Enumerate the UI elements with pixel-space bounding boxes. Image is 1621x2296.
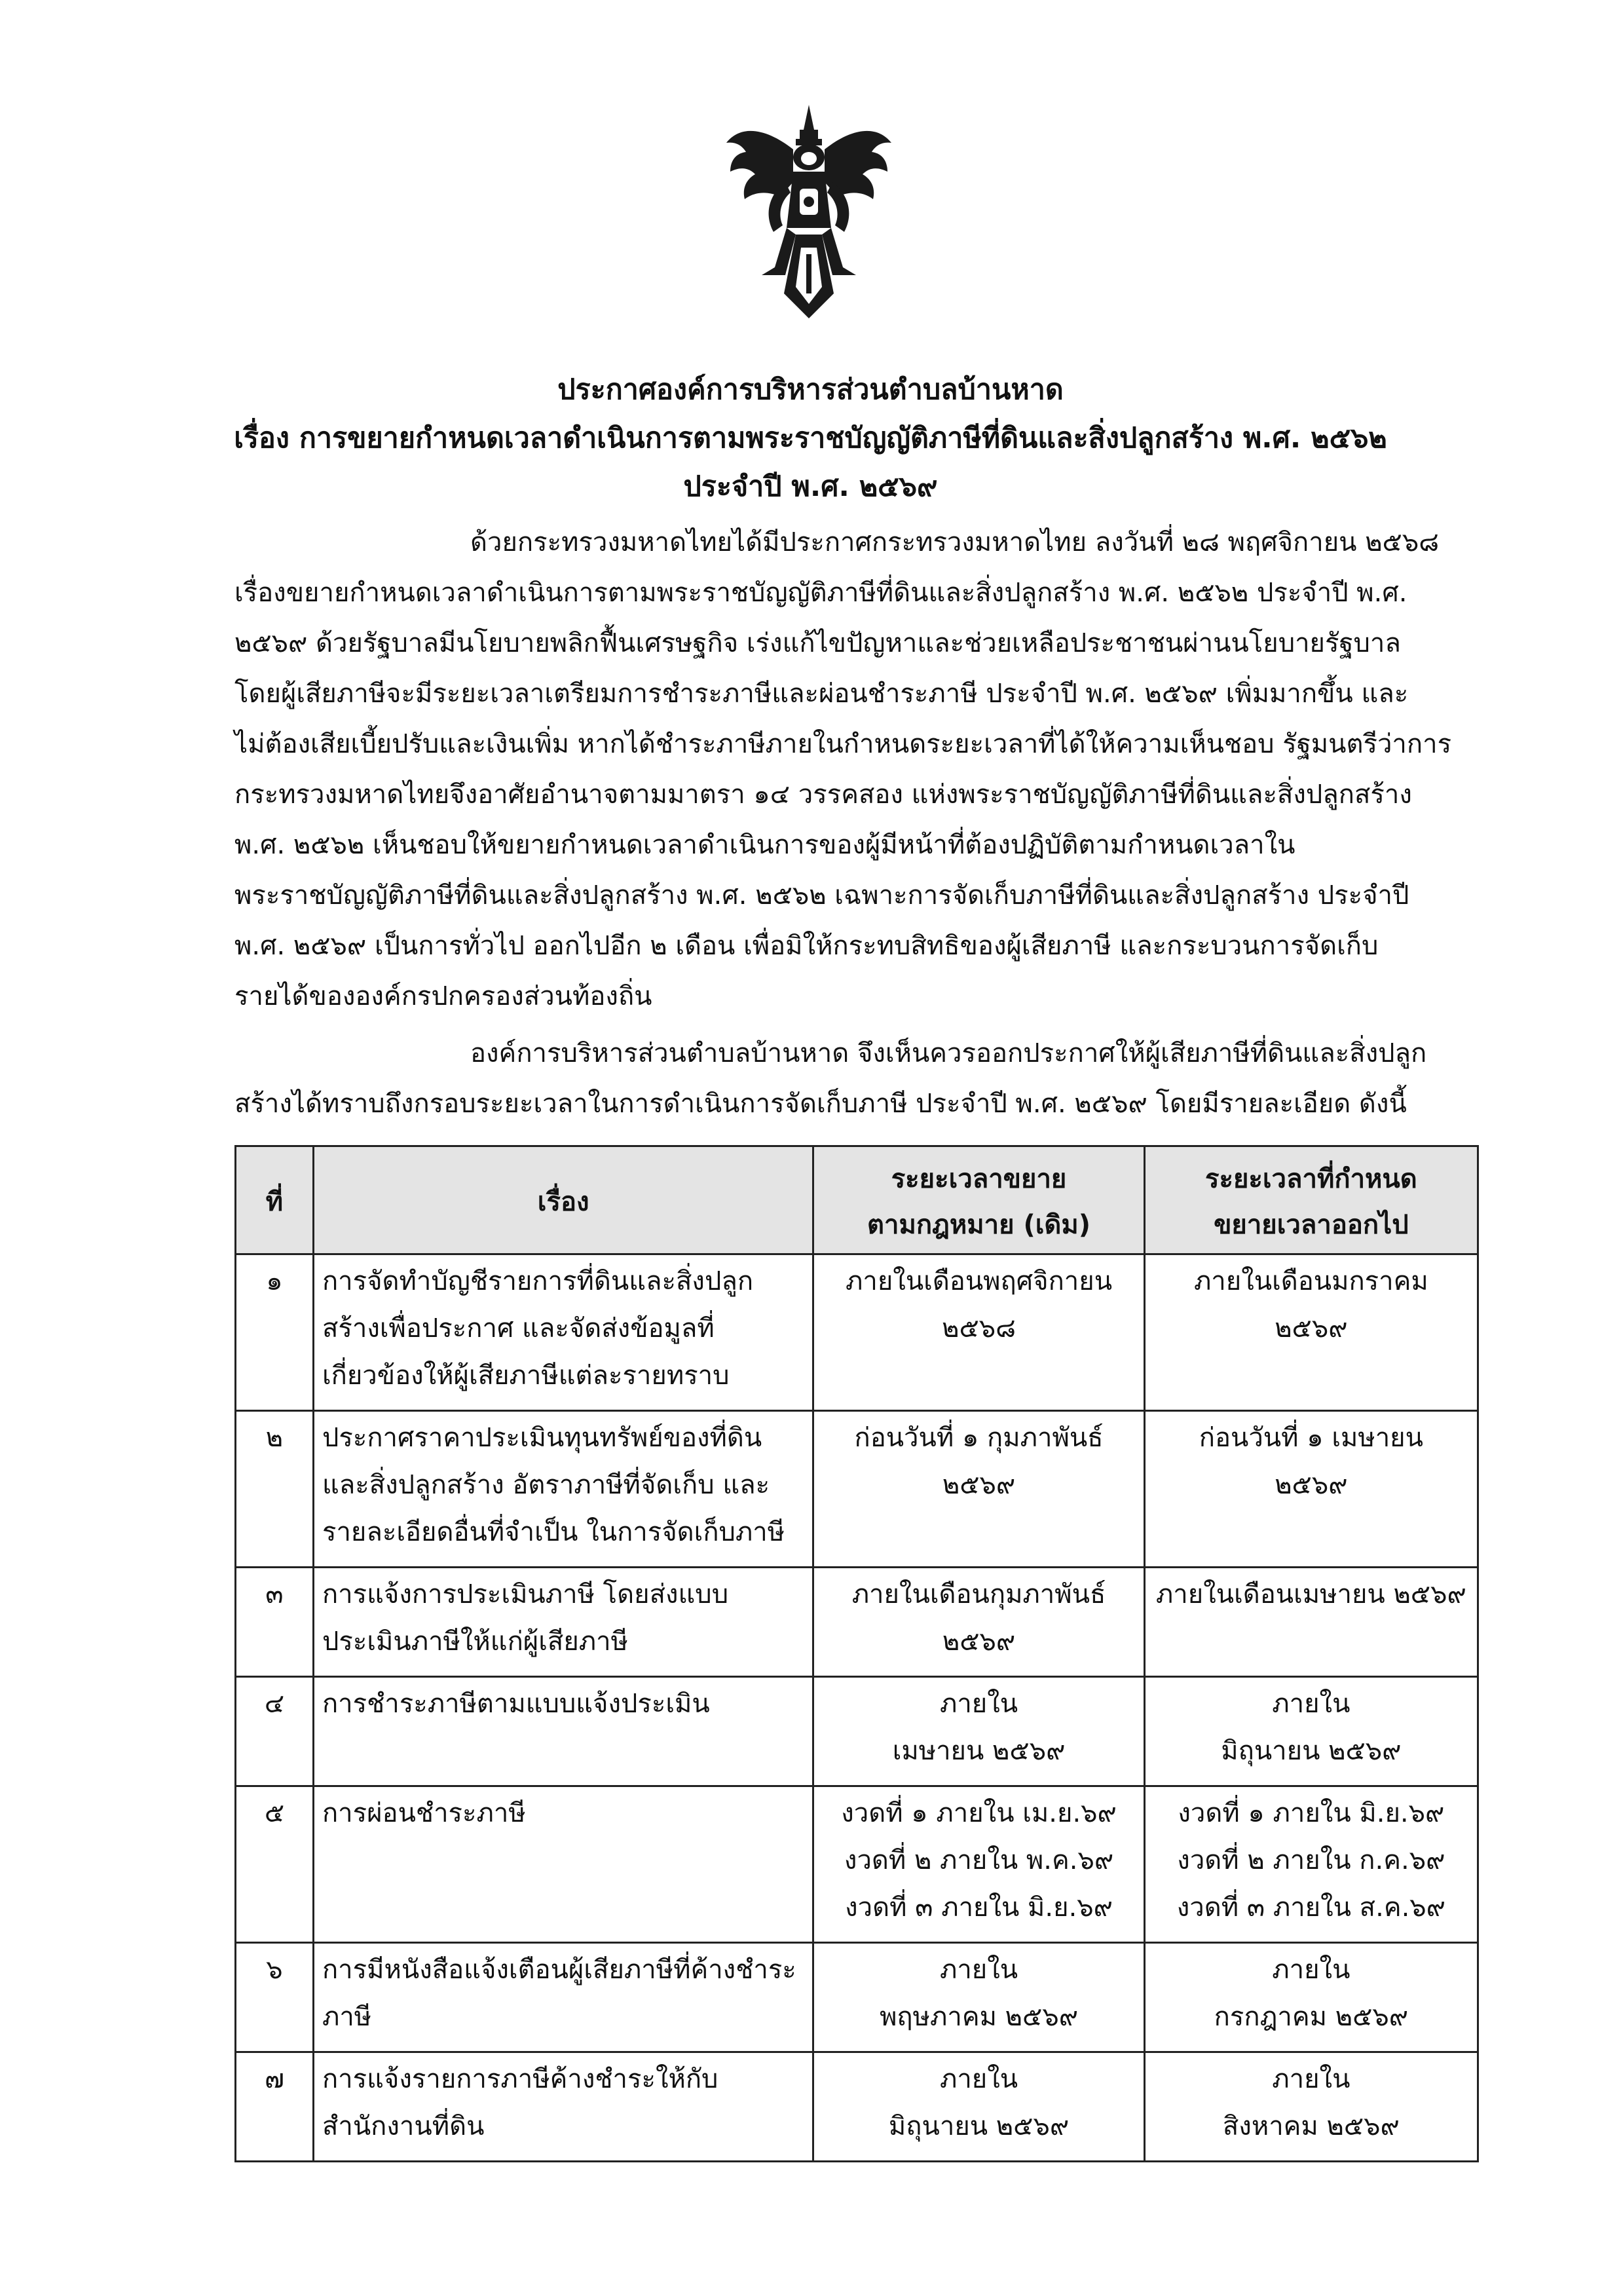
table-row: [236, 1411, 1478, 1568]
row-extended-period: ภายใน กรกฎาคม ๒๕๖๙: [1144, 1943, 1478, 2052]
row-number: ๕: [236, 1786, 314, 1943]
header-original-period: ระยะเวลาขยาย ตามกฎหมาย (เดิม): [813, 1146, 1144, 1254]
paragraph-line: เรื่องขยายกำหนดเวลาดำเนินการตามพระราชบัญญัติภาษีที่ดินและสิ่งปลูกสร้าง พ.ศ. ๒๕๖๒ ประจำปี พ.ศ.: [234, 578, 1407, 608]
paragraph-line: องค์การบริหารส่วนตำบลบ้านหาด จึงเห็นควรออกประกาศให้ผู้เสียภาษีที่ดินและสิ่งปลูก: [470, 1038, 1427, 1068]
table-row: [236, 1943, 1478, 2052]
header-no: ที่: [236, 1146, 314, 1254]
row-subject: การผ่อนชำระภาษี: [313, 1786, 813, 1943]
row-subject: การแจ้งการประเมินภาษี โดยส่งแบบ ประเมินภาษีให้แก่ผู้เสียภาษี: [313, 1568, 813, 1677]
paragraph-line: พระราชบัญญัติภาษีที่ดินและสิ่งปลูกสร้าง พ.ศ. ๒๕๖๒ เฉพาะการจัดเก็บภาษีที่ดินและสิ่งปลูกสร้าง ประจำปี: [234, 880, 1409, 911]
paragraph-line: กระทรวงมหาดไทยจึงอาศัยอำนาจตามมาตรา ๑๔ วรรคสอง แห่งพระราชบัญญัติภาษีที่ดินและสิ่งปลูกสร้าง: [234, 780, 1412, 810]
header-subject: เรื่อง: [313, 1146, 813, 1254]
paragraph-line: พ.ศ. ๒๕๖๒ เห็นชอบให้ขยายกำหนดเวลาดำเนินการของผู้มีหน้าที่ต้องปฏิบัติตามกำหนดเวลาใน: [234, 830, 1295, 860]
row-original-period: งวดที่ ๑ ภายใน เม.ย.๖๙ งวดที่ ๒ ภายใน พ.ค.๖๙ งวดที่ ๓ ภายใน มิ.ย.๖๙: [813, 1786, 1144, 1943]
paragraph-line: ไม่ต้องเสียเบี้ยปรับและเงินเพิ่ม หากได้ชำระภาษีภายในกำหนดระยะเวลาที่ได้ให้ความเห็นชอบ รัฐมนตรีว่าการ: [234, 729, 1452, 759]
schedule-table: [234, 1145, 1479, 2162]
row-number: ๔: [236, 1677, 314, 1786]
document-title: ประกาศองค์การบริหารส่วนตำบลบ้านหาด: [557, 373, 1064, 406]
row-number: ๒: [236, 1411, 314, 1568]
announcement-paragraph-1: [234, 518, 1479, 1022]
row-original-period: ภายใน พฤษภาคม ๒๕๖๙: [813, 1943, 1144, 2052]
row-original-period: ภายใน มิถุนายน ๒๕๖๙: [813, 2052, 1144, 2162]
row-original-period: ก่อนวันที่ ๑ กุมภาพันธ์ ๒๕๖๙: [813, 1411, 1144, 1568]
row-number: ๗: [236, 2052, 314, 2162]
header-extended-period: ระยะเวลาที่กำหนด ขยายเวลาออกไป: [1144, 1146, 1478, 1254]
table-row: [236, 2052, 1478, 2162]
announcement-paragraph-2: [234, 1028, 1479, 1129]
row-extended-period: งวดที่ ๑ ภายใน มิ.ย.๖๙ งวดที่ ๒ ภายใน ก.ค.๖๙ งวดที่ ๓ ภายใน ส.ค.๖๙: [1144, 1786, 1478, 1943]
paragraph-line: ๒๕๖๙ ด้วยรัฐบาลมีนโยบายพลิกฟื้นเศรษฐกิจ เร่งแก้ไขปัญหาและช่วยเหลือประชาชนผ่านนโยบายรัฐบาล: [234, 628, 1401, 658]
paragraph-line: โดยผู้เสียภาษีจะมีระยะเวลาเตรียมการชำระภาษีและผ่อนชำระภาษี ประจำปี พ.ศ. ๒๕๖๙ เพิ่มมากขึ้น และ: [234, 679, 1409, 709]
paragraph-line: ด้วยกระทรวงมหาดไทยได้มีประกาศกระทรวงมหาดไทย ลงวันที่ ๒๘ พฤศจิกายน ๒๕๖๘: [470, 527, 1440, 557]
table-header-row: [236, 1146, 1478, 1254]
document-year: ประจำปี พ.ศ. ๒๕๖๙: [683, 470, 938, 503]
row-original-period: ภายในเดือนกุมภาพันธ์ ๒๕๖๙: [813, 1568, 1144, 1677]
table-row: [236, 1677, 1478, 1786]
row-number: ๖: [236, 1943, 314, 2052]
row-extended-period: ภายใน มิถุนายน ๒๕๖๙: [1144, 1677, 1478, 1786]
row-extended-period: ก่อนวันที่ ๑ เมษายน ๒๕๖๙: [1144, 1411, 1478, 1568]
row-subject: การแจ้งรายการภาษีค้างชำระให้กับ สำนักงานที่ดิน: [313, 2052, 813, 2162]
row-number: ๓: [236, 1568, 314, 1677]
row-extended-period: ภายในเดือนมกราคม ๒๕๖๙: [1144, 1254, 1478, 1411]
row-extended-period: ภายในเดือนเมษายน ๒๕๖๙: [1144, 1568, 1478, 1677]
paragraph-line: รายได้ขององค์กรปกครองส่วนท้องถิ่น: [234, 981, 652, 1011]
row-number: ๑: [236, 1254, 314, 1411]
table-row: [236, 1254, 1478, 1411]
row-subject: การชำระภาษีตามแบบแจ้งประเมิน: [313, 1677, 813, 1786]
garuda-emblem-icon: [722, 104, 895, 320]
document-subject: เรื่อง การขยายกำหนดเวลาดำเนินการตามพระราชบัญญัติภาษีที่ดินและสิ่งปลูกสร้าง พ.ศ. ๒๕๖๒: [234, 422, 1387, 455]
row-subject: ประกาศราคาประเมินทุนทรัพย์ของที่ดิน และสิ่งปลูกสร้าง อัตราภาษีที่จัดเก็บ และ รายละเอียดอื่นที่จำเป็น ในการจัดเก็บภาษี: [313, 1411, 813, 1568]
row-subject: การจัดทำบัญชีรายการที่ดินและสิ่งปลูก สร้างเพื่อประกาศ และจัดส่งข้อมูลที่ เกี่ยวข้องให้ผู้เสียภาษีแต่ละรายทราบ: [313, 1254, 813, 1411]
paragraph-line: พ.ศ. ๒๕๖๙ เป็นการทั่วไป ออกไปอีก ๒ เดือน เพื่อมิให้กระทบสิทธิของผู้เสียภาษี และกระบวนการจัดเก็บ: [234, 931, 1379, 961]
paragraph-line: สร้างได้ทราบถึงกรอบระยะเวลาในการดำเนินการจัดเก็บภาษี ประจำปี พ.ศ. ๒๕๖๙ โดยมีรายละเอียด ดังนี้: [234, 1089, 1407, 1119]
row-subject: การมีหนังสือแจ้งเตือนผู้เสียภาษีที่ค้างชำระ ภาษี: [313, 1943, 813, 2052]
row-original-period: ภายใน เมษายน ๒๕๖๙: [813, 1677, 1144, 1786]
row-extended-period: ภายใน สิงหาคม ๒๕๖๙: [1144, 2052, 1478, 2162]
table-row: [236, 1786, 1478, 1943]
table-row: [236, 1568, 1478, 1677]
row-original-period: ภายในเดือนพฤศจิกายน ๒๕๖๘: [813, 1254, 1144, 1411]
